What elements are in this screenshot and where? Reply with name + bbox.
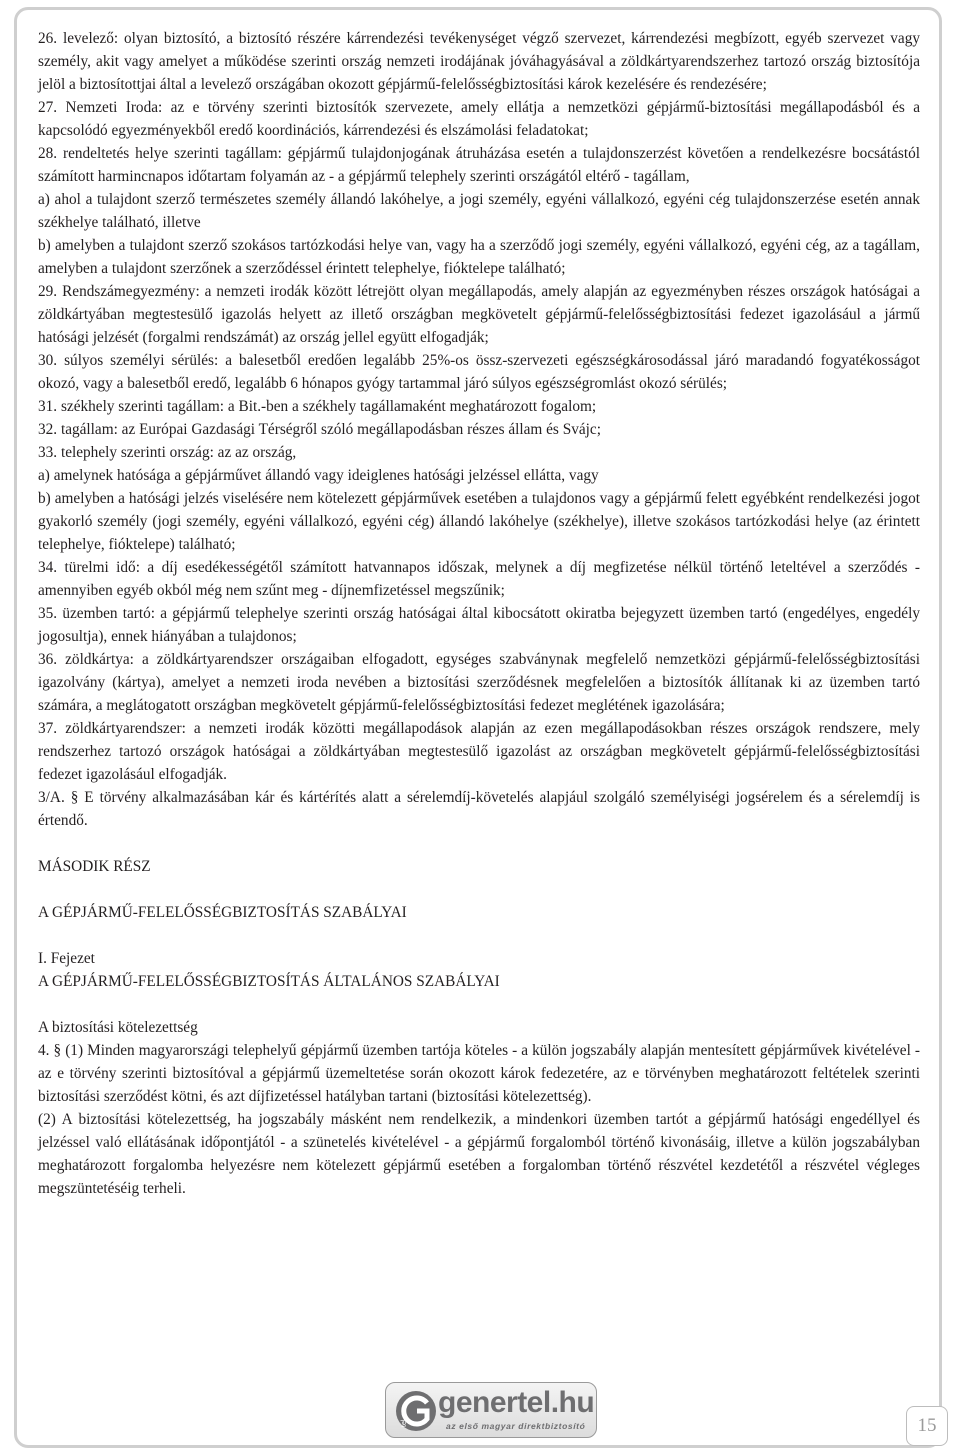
paragraph-37: 37. zöldkártyarendszer: a nemzeti irodák közötti megállapodások alapján az ezen megállapodásokban részes országok rendszere, mely rendszerhez tartozó országok hatóságai a zöldkártyában megtestesülő igazolást az országban megkövetelt gépjármű-felelősségbiztosítási fedezet igazolásául elfogadják. xyxy=(38,720,920,783)
chapter-title: A GÉPJÁRMŰ-FELELŐSSÉGBIZTOSÍTÁS ÁLTALÁNOS SZABÁLYAI xyxy=(38,973,500,990)
paragraph-26: 26. levelező: olyan biztosító, a biztosító részére kárrendezési tevékenységet végző szervezet, kárrendezési megbízott, egyéb szervezet vagy személy, akit vagy amelyet a működése szerinti ország nemzeti irodájának jóváhagyásával a zöldkártyarendszerhez tartozó ország biztosítója jelöl a biztosítottjai által a levelező országában okozott gépjármű-felelősségbiztosítási károk kezelésére és rendezésére; xyxy=(38,30,920,93)
section-title: A biztosítási kötelezettség xyxy=(38,1019,198,1036)
paragraph-36: 36. zöldkártya: a zöldkártyarendszer országaiban elfogadott, egységes szabványnak megfelelő nemzetközi gépjármű-felelősségbiztosítási igazolvány (kártya), amelyet a nemzeti iroda nevében a biztosítási szerződésnek megfelelően a biztosítók állítanak ki az üzemben tartó számára, a meglátogatott országban megkövetelt gépjármű-felelősségbiztosítási fedezet meglétének igazolására; xyxy=(38,651,920,714)
chapter-number: I. Fejezet xyxy=(38,950,95,967)
paragraph-28-a: a) ahol a tulajdont szerző természetes személy állandó lakóhelye, a jogi személy, egyéni vállalkozó, egyéni cég tulajdonszerzése esetén annak székhelye található, illetve xyxy=(38,191,920,231)
genertel-g-icon xyxy=(394,1389,438,1433)
paragraph-28-b: b) amelyben a tulajdont szerző szokásos tartózkodási helye van, vagy ha a szerződő jogi személy, egyéni vállalkozó, egyéni cég, az a tagállam, amelyben a tulajdont szerzőnek a szerződéssel érintett telephelye, fióktelepe található; xyxy=(38,237,920,277)
paragraph-29: 29. Rendszámegyezmény: a nemzeti irodák között létrejött olyan megállapodás, amely alapján az egyezményben részes országok hatóságai a zöldkártyában megtestesülő igazolás helyett az illető országban megkövetelt gépjármű-felelősségbiztosítási fedezet igazolásául a jármű hatósági jelzését (forgalmi rendszámát) az ország jellel együtt elfogadják; xyxy=(38,283,920,346)
paragraph-28: 28. rendeltetés helye szerinti tagállam: gépjármű tulajdonjogának átruházása esetén a tulajdonszerzést követően a rendelkezésre bocsátástól számított harmincnapos időtartam folyamán az - a gépjármű telephely szerinti országától eltérő - tagállam, xyxy=(38,145,920,185)
paragraph-31: 31. székhely szerinti tagállam: a Bit.-ben a székhely tagállamaként meghatározott fogalom; xyxy=(38,398,597,415)
part-subtitle: A GÉPJÁRMŰ-FELELŐSSÉGBIZTOSÍTÁS SZABÁLYAI xyxy=(38,904,407,921)
paragraph-35: 35. üzemben tartó: a gépjármű telephelye szerinti ország hatóságai által kibocsátott okiratba bejegyzett üzemben tartó (engedélyes, engedély jogosultja), ennek hiányában a tulajdonos; xyxy=(38,605,920,645)
part-title: MÁSODIK RÉSZ xyxy=(38,858,151,875)
paragraph-33-b: b) amelyben a hatósági jelzés viselésére nem kötelezett gépjárművek esetében a tulajdonos vagy a gépjármű felett egyébként rendelkezési jogot gyakorló személy (jogi személy, egyéni vállalkozó, egyéni cég) állandó lakóhelye (székhelye), illetve szokásos tartózkodási helye (az érintett telephelye, fióktelepe) található; xyxy=(38,490,920,553)
section-4-paragraph-2: (2) A biztosítási kötelezettség, ha jogszabály másként nem rendelkezik, a mindenkori üzemben tartót a gépjármű hatósági engedéllyel és jelzéssel való ellátásának időpontjától - a szünetelés kivételével - a gépjármű forgalomból történő kivonásáig, illetve a külön jogszabályban meghatározott forgalomba helyezésre nem kötelezett gépjármű esetében a forgalomban történő részvétel kezdetétől a részvétel végleges megszüntetéséig terheli. xyxy=(38,1111,920,1197)
paragraph-32: 32. tagállam: az Európai Gazdasági Térségről szóló megállapodásban részes állam és Svájc; xyxy=(38,421,601,438)
page-number: 15 xyxy=(906,1406,948,1446)
paragraph-34: 34. türelmi idő: a díj esedékességétől számított hatvannapos időszak, melynek a díj megfizetése nélkül történő leteltével a szerződés - amennyiben egyéb okból még nem szűnt meg - díjnemfizetéssel megszűnik; xyxy=(38,559,920,599)
paragraph-27: 27. Nemzeti Iroda: az e törvény szerinti biztosítók szervezete, amely ellátja a nemzetközi gépjármű-biztosítási megállapodásból és a kapcsolódó egyezményekből eredő koordinációs, kárrendezési és elszámolási feladatokat; xyxy=(38,99,920,139)
logo-tagline: az első magyar direktbiztosító xyxy=(446,1421,586,1431)
section-4-paragraph-1: 4. § (1) Minden magyarországi telephelyű gépjármű üzemben tartója köteles - a külön jogszabály alapján mentesített gépjárművek kivételével - az e törvény szerinti biztosítóval a gépjármű üzemeltetése során okozott károk fedezetére, az e törvényben meghatározott feltételek szerinti biztosítási szerződést kötni, és azt díjfizetéssel hatályban tartani (biztosítási kötelezettség). xyxy=(38,1042,920,1105)
paragraph-30: 30. súlyos személyi sérülés: a balesetből eredően legalább 25%-os össz-szervezeti egészségkárosodással járó maradandó fogyatékosságot okozó, vagy a balesetből eredő, legalább 6 hónapos gyógy tartammal járó súlyos egészségromlást okozó sérülés; xyxy=(38,352,920,392)
paragraph-33-a: a) amelynek hatósága a gépjárművet állandó vagy ideiglenes hatósági jelzéssel ellátta, vagy xyxy=(38,467,599,484)
logo-text: genertel.hu xyxy=(438,1386,595,1419)
paragraph-3a: 3/A. § E törvény alkalmazásában kár és kártérítés alatt a sérelemdíj-követelés alapjául szolgáló személyiségi jogsérelem és a sérelemdíj is értendő. xyxy=(38,789,920,829)
genertel-logo[interactable] xyxy=(385,1382,597,1438)
paragraph-33: 33. telephely szerinti ország: az az ország, xyxy=(38,444,297,461)
document-body xyxy=(38,27,920,1200)
logo-mark-text: tel xyxy=(401,1419,408,1427)
